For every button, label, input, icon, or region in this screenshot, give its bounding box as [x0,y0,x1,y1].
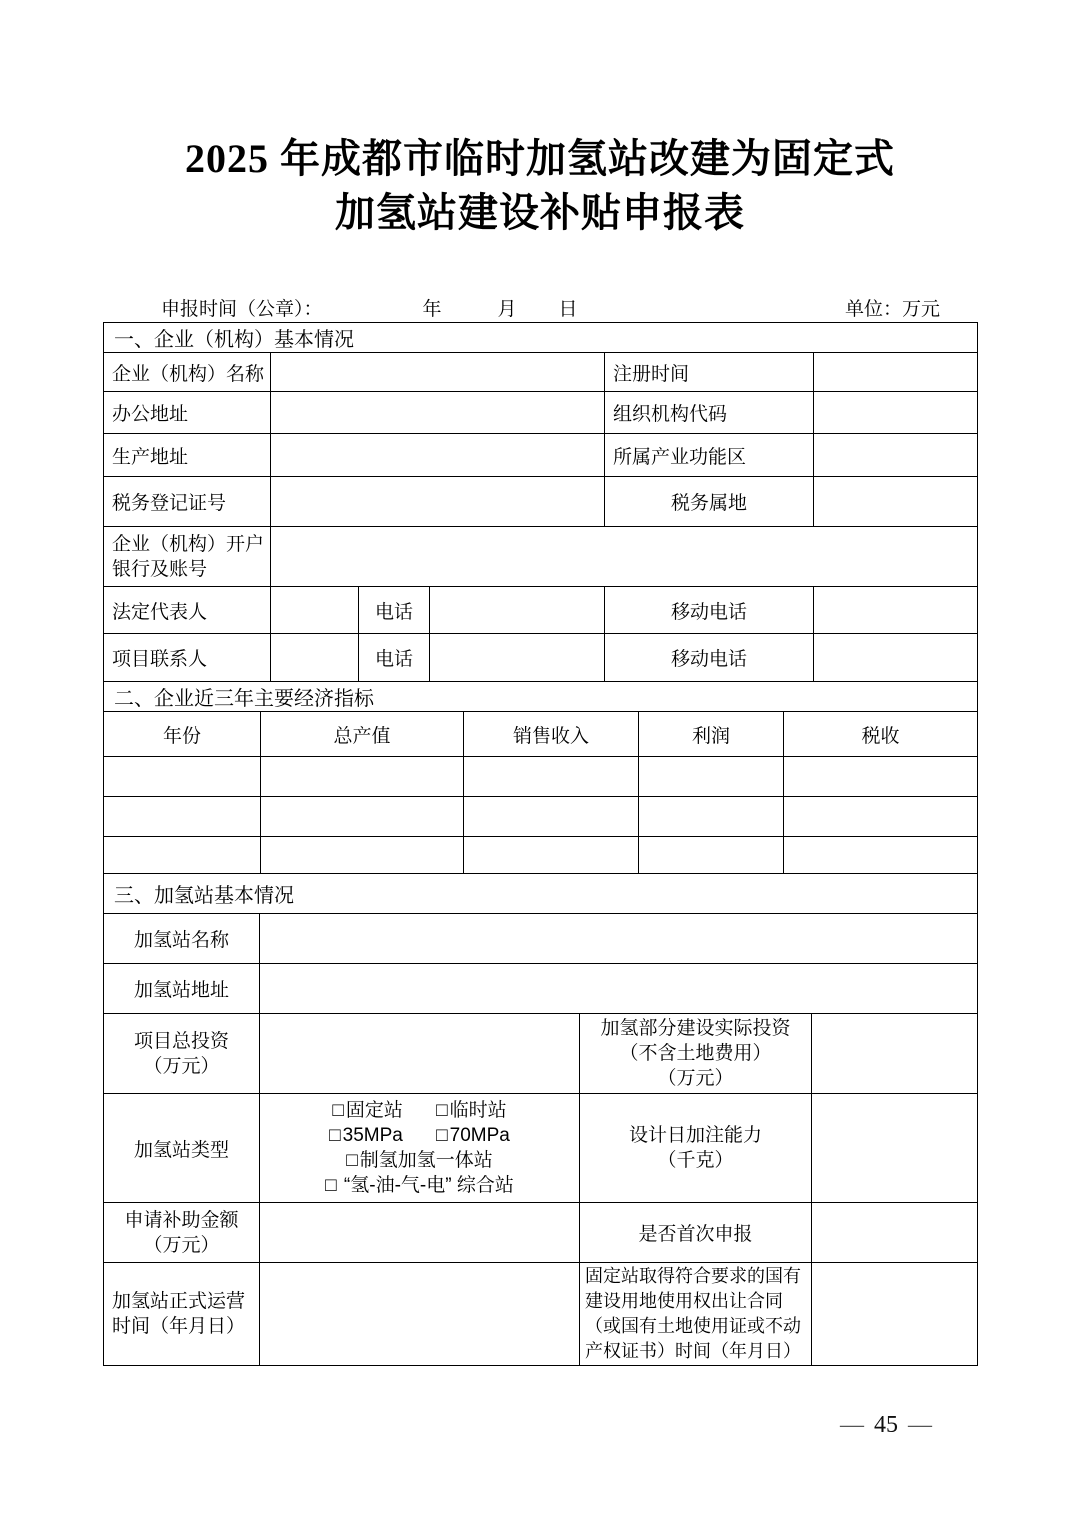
econ-col-profit: 利润 [639,712,784,757]
page-number-dash-left: — [840,1412,864,1438]
econ-cell[interactable] [261,837,464,874]
econ-empty-row [104,757,978,797]
econ-col-year: 年份 [104,712,261,757]
checkbox-option-fixed-station[interactable] [332,1098,403,1123]
econ-col-output: 总产值 [261,712,464,757]
daily-capacity-label-line1: 设计日加注能力 [628,1125,762,1146]
page-number-dash-right: — [908,1412,932,1438]
checkbox-option-35mpa[interactable] [329,1123,403,1148]
checkbox-label: 固定站 [345,1100,403,1121]
project-contact-value-cell[interactable] [271,634,359,682]
daily-capacity-label [580,1094,812,1203]
econ-cell[interactable] [784,797,978,837]
industry-zone-value-cell[interactable] [814,434,978,477]
econ-cell[interactable] [261,797,464,837]
hydrogen-invest-value-cell[interactable] [812,1014,978,1094]
legal-rep-value-cell[interactable] [271,587,359,634]
org-code-value-cell[interactable] [814,392,978,434]
econ-cell[interactable] [784,757,978,797]
econ-cell[interactable] [639,757,784,797]
form-title [0,132,1080,240]
econ-cell[interactable] [639,837,784,874]
office-addr-label: 办公地址 [104,392,271,434]
econ-empty-row [104,797,978,837]
prod-addr-label: 生产地址 [104,434,271,477]
org-name-label: 企业（机构）名称 [104,353,271,392]
year-label: 年 [422,298,442,320]
operation-time-label [104,1263,260,1366]
legal-rep-label: 法定代表人 [104,587,271,634]
bank-account-label-line2: 银行及账号 [112,558,208,580]
unit-label: 单位：万元 [844,298,940,320]
econ-cell[interactable] [639,797,784,837]
subsidy-value-cell[interactable] [260,1203,580,1263]
legal-rep-phone-value-cell[interactable] [430,587,605,634]
econ-cell[interactable] [464,837,639,874]
daily-capacity-label-line2: （千克） [657,1150,734,1171]
operation-time-value-cell[interactable] [260,1263,580,1366]
section3-table [103,873,978,1366]
checkbox-option-integrated-station[interactable] [346,1148,493,1173]
hydrogen-invest-label-line3: （万元） [657,1068,734,1089]
org-name-value-cell[interactable] [271,353,605,392]
checkbox-option-70mpa[interactable] [436,1123,510,1148]
station-type-line4 [262,1173,577,1198]
checkbox-option-comprehensive-station[interactable] [325,1173,514,1198]
bank-account-value-cell[interactable] [271,527,978,587]
hydrogen-invest-label-line1: 加氢部分建设实际投资 [600,1018,791,1039]
checkbox-label: 35MPa [342,1125,403,1146]
total-invest-label [104,1014,260,1094]
section3-header: 三、加氢站基本情况 [104,874,978,914]
project-contact-label: 项目联系人 [104,634,271,682]
subsidy-label [104,1203,260,1263]
application-form-table [103,322,977,1366]
station-type-label: 加氢站类型 [104,1094,260,1203]
org-code-label: 组织机构代码 [605,392,814,434]
section1-header: 一、企业（机构）基本情况 [104,323,978,353]
checkbox-icon: □ [436,1100,448,1121]
project-contact-mobile-label: 移动电话 [605,634,814,682]
page-number-value: 45 [874,1412,898,1438]
operation-time-label-line1: 加氢站正式运营 [112,1291,246,1312]
form-title-line1: 2025 年成都市临时加氢站改建为固定式 [185,136,895,181]
checkbox-icon: □ [332,1100,344,1121]
total-invest-label-line2: （万元） [143,1055,220,1077]
tax-reg-label: 税务登记证号 [104,477,271,527]
declare-time-label: 申报时间（公章）： [161,298,323,320]
hydrogen-invest-label [580,1014,812,1094]
project-contact-phone-value-cell[interactable] [430,634,605,682]
operation-time-label-line2: 时间（年月日） [112,1316,246,1337]
tax-area-label: 税务属地 [605,477,814,527]
station-name-label: 加氢站名称 [104,914,260,964]
first-declare-label: 是否首次申报 [580,1203,812,1263]
econ-col-sales: 销售收入 [464,712,639,757]
station-addr-label: 加氢站地址 [104,964,260,1014]
station-name-value-cell[interactable] [260,914,978,964]
month-label: 月 [497,298,517,320]
econ-cell[interactable] [464,797,639,837]
industry-zone-label: 所属产业功能区 [605,434,814,477]
land-cert-value-cell[interactable] [812,1263,978,1366]
reg-time-value-cell[interactable] [814,353,978,392]
form-title-line2: 加氢站建设补贴申报表 [335,190,745,235]
legal-rep-mobile-label: 移动电话 [605,587,814,634]
station-type-line1 [262,1098,577,1123]
checkbox-option-temporary-station[interactable] [436,1098,507,1123]
station-addr-value-cell[interactable] [260,964,978,1014]
checkbox-icon: □ [436,1125,448,1146]
econ-cell[interactable] [784,837,978,874]
station-type-line3 [262,1148,577,1173]
econ-cell[interactable] [104,837,261,874]
econ-col-tax: 税收 [784,712,978,757]
econ-cell[interactable] [104,797,261,837]
day-label: 日 [558,298,578,320]
bank-account-label-line1: 企业（机构）开户 [112,533,265,555]
page-number [830,1412,942,1439]
land-cert-label: 固定站取得符合要求的国有建设用地使用权出让合同（或国有土地使用证或不动产权证书）时间（年月日） [580,1263,812,1366]
first-declare-value-cell[interactable] [812,1203,978,1263]
tax-area-value-cell[interactable] [814,477,978,527]
prod-addr-value-cell[interactable] [271,434,605,477]
legal-rep-mobile-value-cell[interactable] [814,587,978,634]
section1-table [103,322,978,682]
subsidy-label-line2: （万元） [143,1234,220,1256]
checkbox-icon: □ [325,1175,337,1196]
checkbox-label: 70MPa [449,1125,510,1146]
hydrogen-invest-label-line2: （不含土地费用） [619,1043,772,1064]
checkbox-label: “氢-油-气-电” 综合站 [343,1175,514,1196]
station-type-options-cell [260,1094,580,1203]
checkbox-label: 制氢加氢一体站 [359,1150,493,1171]
checkbox-label: 临时站 [449,1100,507,1121]
section2-table [103,681,978,874]
station-type-line2 [262,1123,577,1148]
meta-row [103,294,977,320]
econ-cell[interactable] [261,757,464,797]
office-addr-value-cell[interactable] [271,392,605,434]
daily-capacity-value-cell[interactable] [812,1094,978,1203]
bank-account-label [104,527,271,587]
subsidy-label-line1: 申请补助金额 [124,1209,239,1231]
total-invest-value-cell[interactable] [260,1014,580,1094]
econ-empty-row [104,837,978,874]
econ-cell[interactable] [104,757,261,797]
section2-header: 二、企业近三年主要经济指标 [104,682,978,712]
legal-rep-phone-label: 电话 [359,587,430,634]
econ-cell[interactable] [464,757,639,797]
total-invest-label-line1: 项目总投资 [133,1030,229,1052]
tax-reg-value-cell[interactable] [271,477,605,527]
checkbox-icon: □ [346,1150,358,1171]
reg-time-label: 注册时间 [605,353,814,392]
project-contact-mobile-value-cell[interactable] [814,634,978,682]
project-contact-phone-label: 电话 [359,634,430,682]
checkbox-icon: □ [329,1125,341,1146]
